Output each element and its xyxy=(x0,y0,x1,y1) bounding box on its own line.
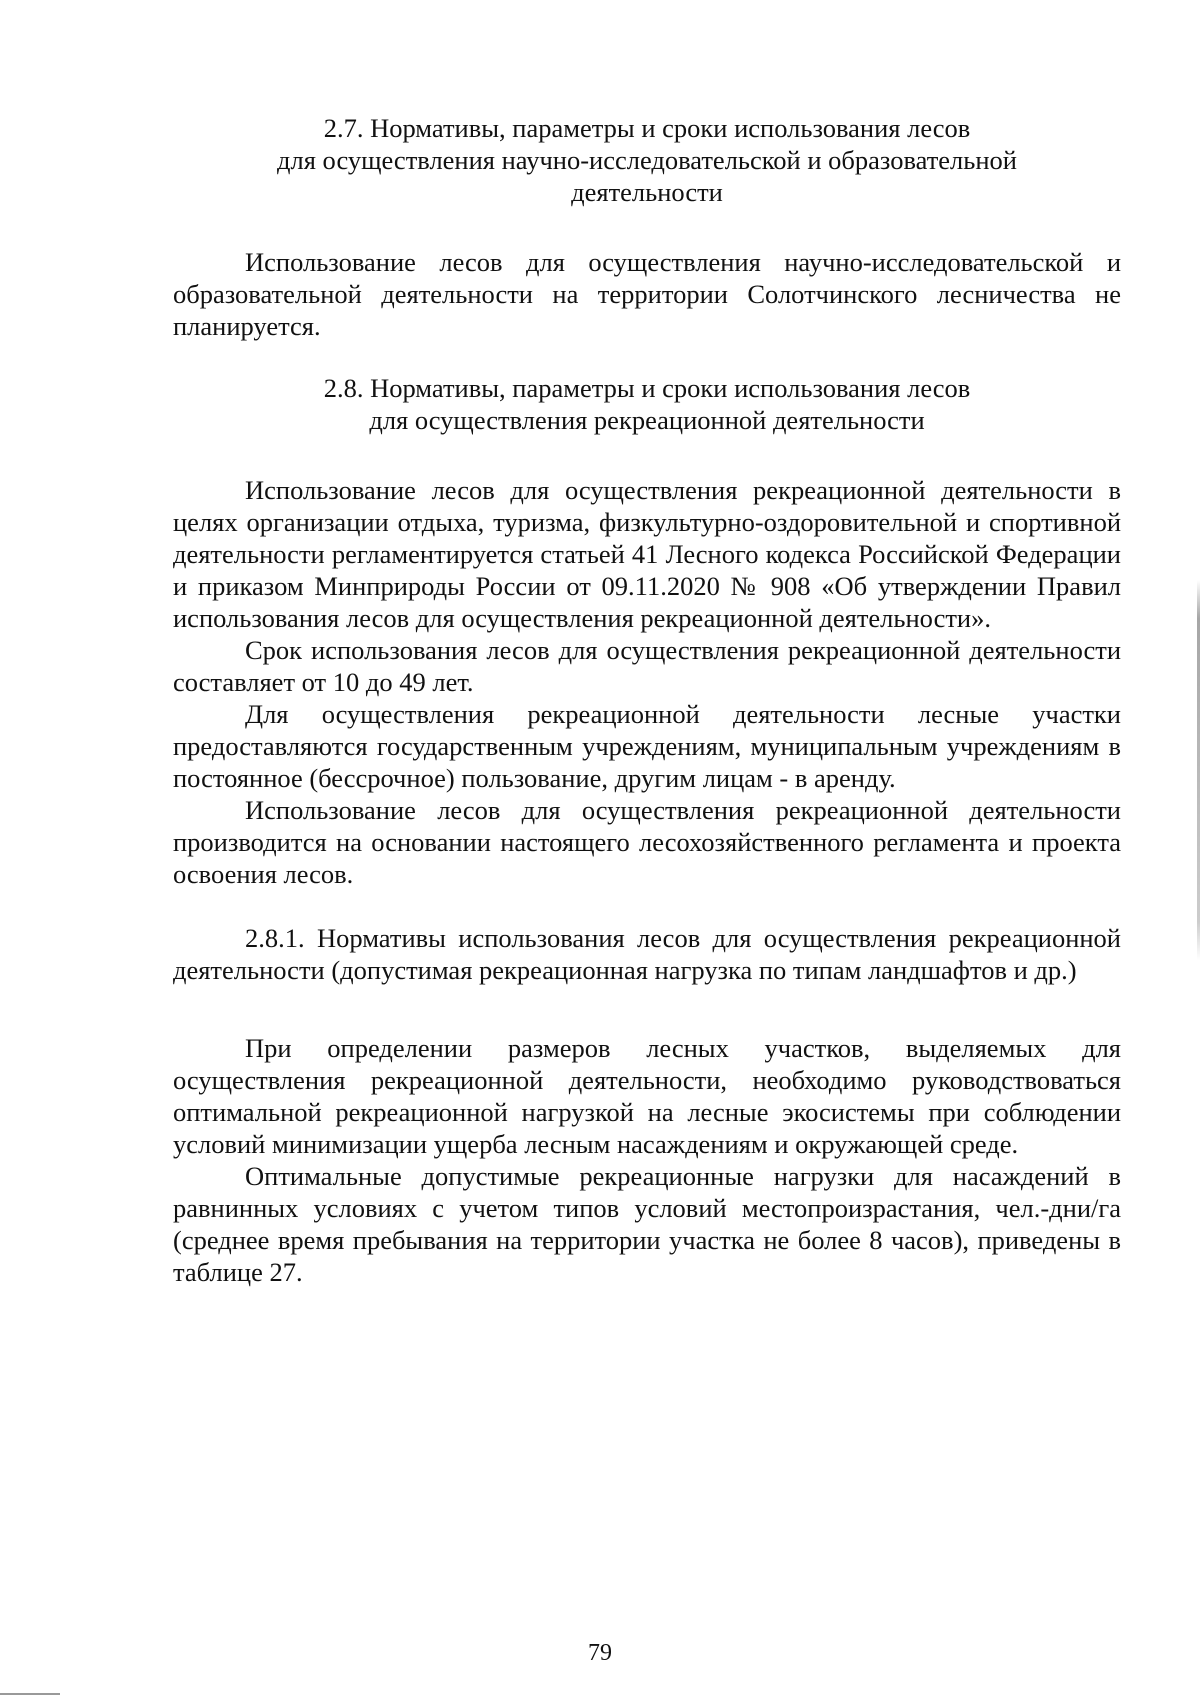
section-2-7-paragraph: Использование лесов для осуществления научно-исследовательской и образовательной деятельности на территории Солотчинского лесничества не планируется. xyxy=(173,247,1121,341)
section-2-8-heading-line: для осуществления рекреационной деятельности xyxy=(369,405,925,435)
section-2-8-paragraph: Срок использования лесов для осуществления рекреационной деятельности составляет от 10 до 49 лет. xyxy=(173,635,1121,697)
section-2-8-1-paragraph: При определении размеров лесных участков, выделяемых для осуществления рекреационной деятельности, необходимо руководствоваться оптимальной рекреационной нагрузкой на лесные экосистемы при соблюдении условий минимизации ущерба лесным насаждениям и окружающей среде. xyxy=(173,1033,1121,1159)
section-2-8-heading-line: 2.8. Нормативы, параметры и сроки использования лесов xyxy=(323,373,971,403)
section-2-8-paragraph: Использование лесов для осуществления рекреационной деятельности производится на основании настоящего лесохозяйственного регламента и проекта освоения лесов. xyxy=(173,795,1121,889)
section-2-8-heading xyxy=(173,372,1121,436)
section-2-8-1-paragraph: Оптимальные допустимые рекреационные нагрузки для насаждений в равнинных условиях с учетом типов условий местопроизрастания, чел.-дни/га (среднее время пребывания на территории участка не более 8 часов), приведены в таблице 27. xyxy=(173,1161,1121,1287)
page-content xyxy=(173,112,1121,1288)
section-2-7-heading-line: деятельности xyxy=(571,177,723,207)
section-2-8-1-heading: 2.8.1. Нормативы использования лесов для осуществления рекреационной деятельности (допустимая рекреационная нагрузка по типам ландшафтов и др.) xyxy=(173,923,1121,985)
section-2-7-heading xyxy=(173,112,1121,208)
page-number: 79 xyxy=(588,1640,612,1666)
section-2-8-paragraph: Для осуществления рекреационной деятельности лесные участки предоставляются государственным учреждениям, муниципальным учреждениям в постоянное (бессрочное) пользование, другим лицам - в аренду. xyxy=(173,699,1121,793)
section-2-8-paragraph: Использование лесов для осуществления рекреационной деятельности в целях организации отдыха, туризма, физкультурно-оздоровительной и спортивной деятельности регламентируется статьей 41 Лесного кодекса Российской Федерации и приказом Минприроды России от 09.11.2020 № 908 «Об утверждении Правил использования лесов для осуществления рекреационной деятельности». xyxy=(173,475,1121,633)
section-2-7-heading-line: 2.7. Нормативы, параметры и сроки использования лесов xyxy=(323,113,971,143)
section-2-7-heading-line: для осуществления научно-исследовательской и образовательной xyxy=(277,145,1017,175)
